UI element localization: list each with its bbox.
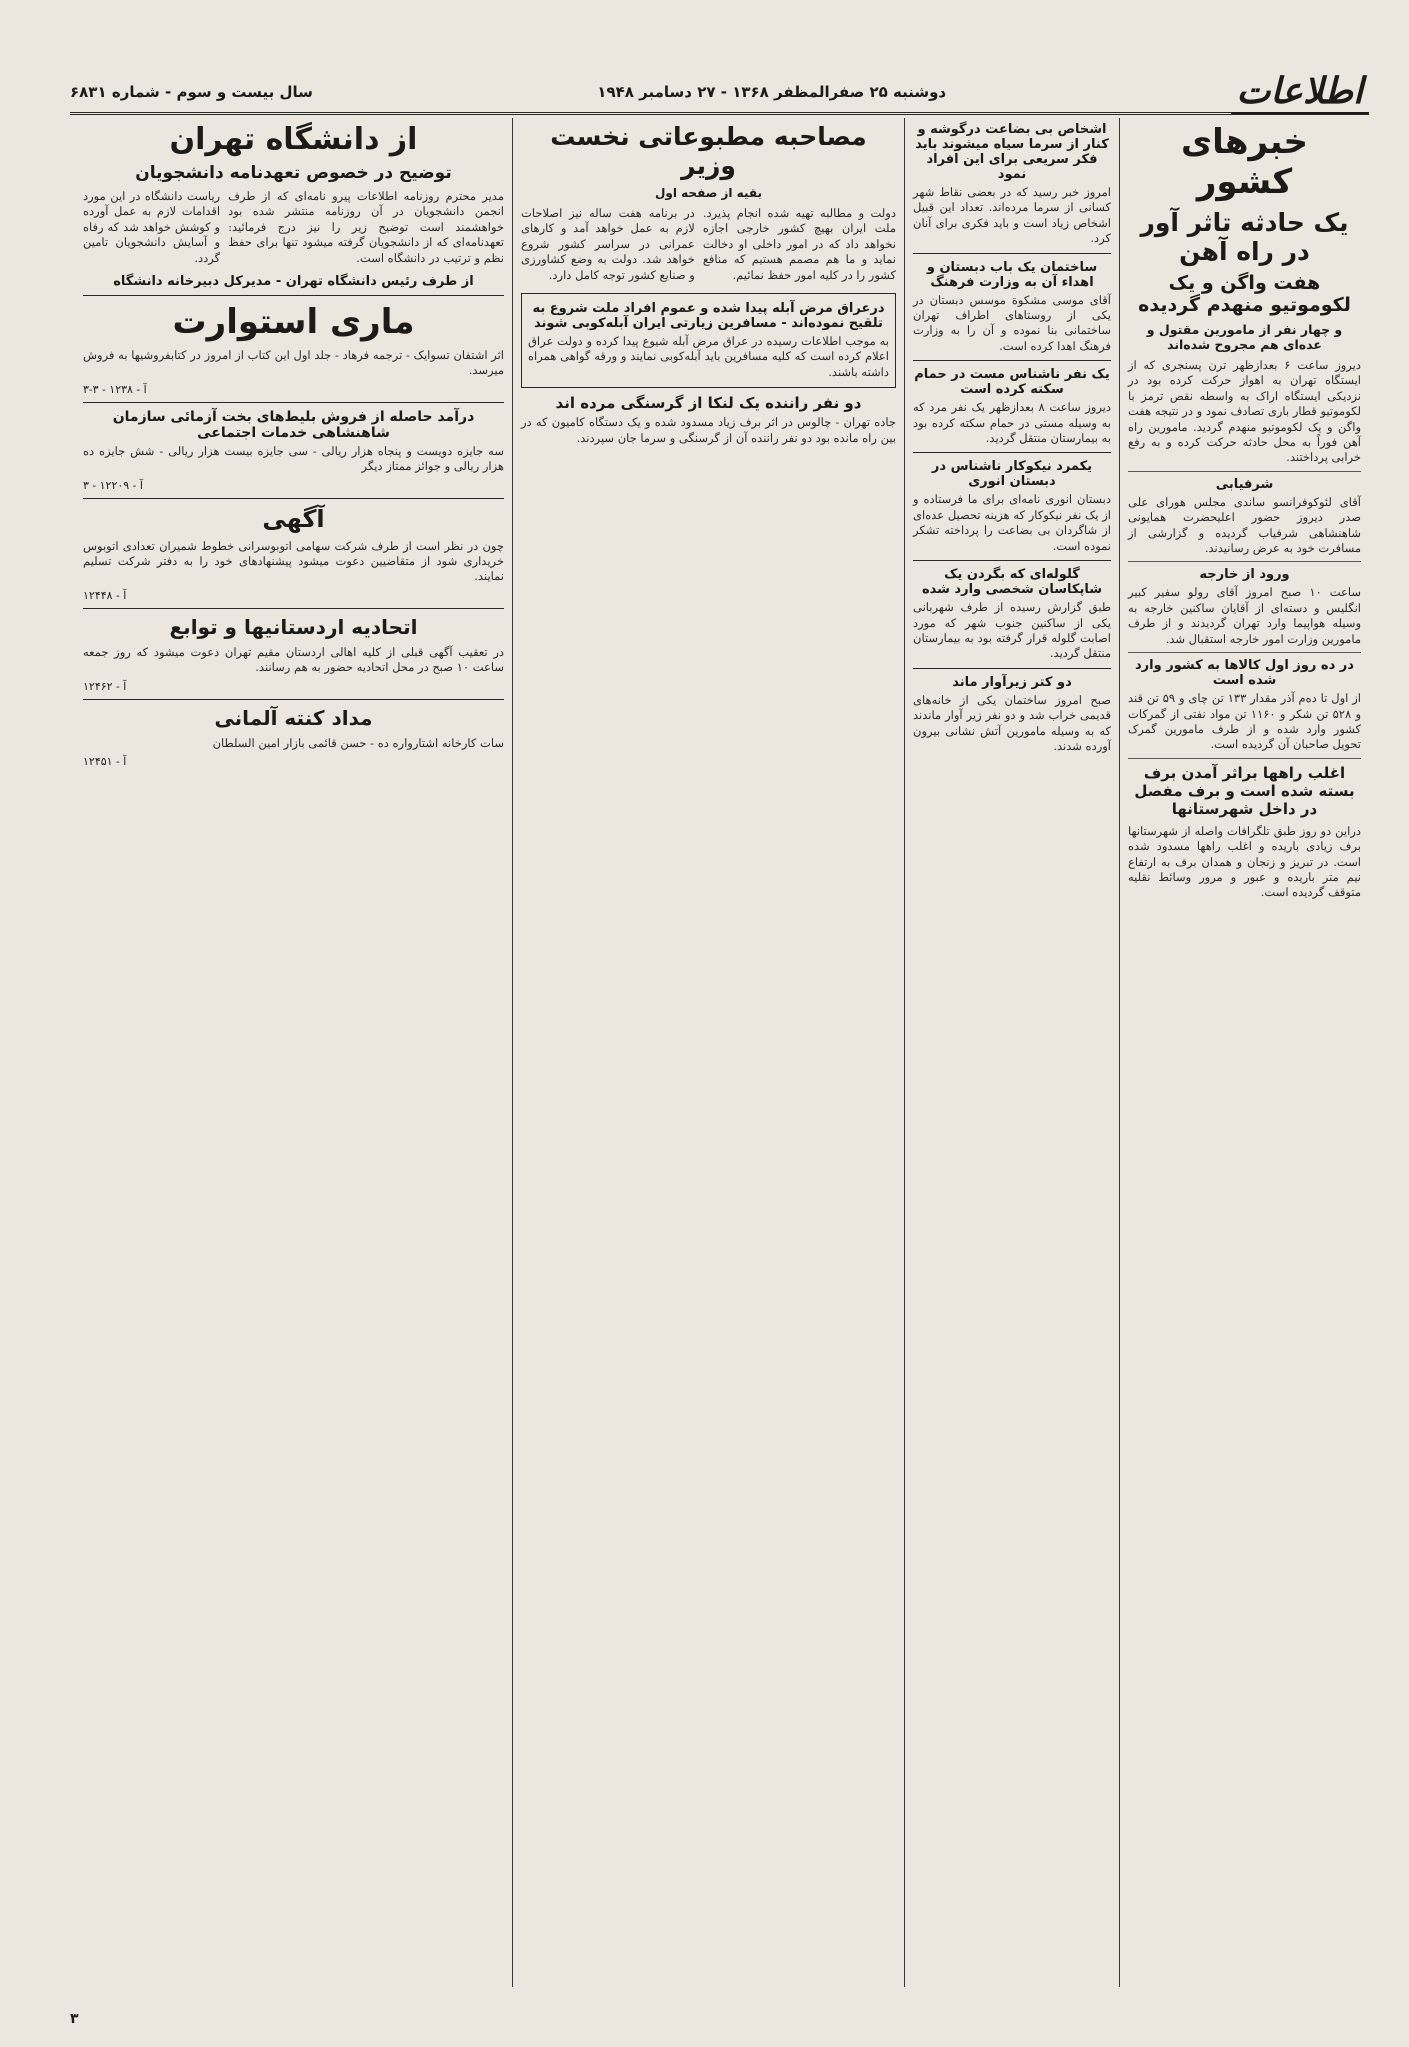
item5-title: گلوله‌ای که بگردن یک شاپکاسان شخصی وارد شده [921, 567, 1103, 598]
lead-kicker: و چهار نفر از مامورین مقتول و عده‌ای هم مجروح شده‌اند [1146, 322, 1343, 352]
smallpox-body: به موجب اطلاعات رسیده در عراق مرض آبله شیوع پیدا کرده و دولت عراق اعلام کرده است که کلیه مسافرین باید آبله‌کوبی نمایند و ورقه گواهی همراه داشته باشند. [528, 334, 889, 379]
ad-notice-title: آگهی [262, 504, 325, 533]
lead-headline: یک حادثه تاثر آور در راه آهن [1140, 208, 1349, 266]
column-prime-minister [512, 118, 904, 1987]
ad-mary-stuart-ref: آ - ۱۲۳۸ - ۳-۳ [83, 382, 147, 396]
pm-body-a: دولت و مطالبه تهیه شده انجام پذیرد. ملت ایران بهیچ کشور خارجی اجازه نخواهد داد که در امور داخلی او دخالت نماید و ما هم مصمم هستیم که منافع کشور را در کلیه امور حفظ نمائیم. [702, 206, 896, 282]
pm-kicker: بقیه از صفحه اول [654, 186, 762, 200]
item4-title: یکمرد نیکوکار ناشناس در دبستان انوری [931, 459, 1093, 490]
page-number: ۳ [70, 2011, 79, 2027]
university-body-a: مدیر محترم روزنامه اطلاعات پیرو نامه‌ای که از طرف انجمن دانشجویان در آن روزنامه منتشر شده بود خواهشمند است توضیح زیر را نیز درج فرمائید: تعهدنامه‌ای که از دانشجویان گرفته میشود تنها برای حفظ نظم و ترتیب در دانشگاه است. [228, 189, 504, 265]
notables-title: شرفیابی [1215, 476, 1274, 492]
university-sub: توضیح در خصوص تعهدنامه دانشجویان [135, 163, 452, 183]
item3-title: یک نفر ناشناس مست در حمام سکته کرده است [914, 367, 1110, 398]
ad-mary-stuart-title: ماری استوارت [172, 302, 415, 343]
ad-mary-stuart-body: اثر اشتفان تسوایک - ترجمه فرهاد - جلد اول این کتاب از امروز در کتابفروشیها به فروش میرسد. [83, 348, 504, 378]
ad-pencil-title: مداد کنته آلمانی [214, 705, 373, 730]
item2-body: آقای موسی مشکوة موسس دبستان در یکی از روستاهای اطراف تهران ساختمانی بنا نموده و آن را به وزارت فرهنگ اهدا کرده است. [913, 292, 1111, 353]
abroad-title: ورود از خارجه [1199, 567, 1290, 583]
imports-title: در ده روز اول کالاها به کشور وارد شده است [1135, 658, 1354, 689]
ad-ardestan-body: در تعقیب آگهی قبلی از کلیه اهالی اردستان مقیم تهران دعوت میشود که روز جمعه ساعت ۱۰ صبح در محل اتحادیه حضور به هم رسانند. [83, 644, 504, 675]
pm-headline: مصاحبه مطبوعاتی نخست وزیر [550, 122, 867, 180]
dateline: دوشنبه ۲۵ صفرالمظفر ۱۳۶۸ - ۲۷ دسامبر ۱۹۴۸ [597, 83, 947, 101]
item5-body: طبق گزارش رسیده از طرف شهربانی یکی از ساکنین جنوب شهر که مورد اصابت گلوله قرار گرفته بود به بیمارستان منتقل گردید. [913, 600, 1111, 661]
ad-lottery-title: درآمد حاصله از فروش بلیط‌های بخت آزمائی سازمان شاهنشاهی خدمات اجتماعی [112, 408, 475, 441]
ad-ardestan-ref: آ - ۱۲۴۶۲ [83, 679, 127, 693]
smallpox-title: درعراق مرض آبله پیدا شده و عموم افراد ملت شروع به تلقیح نموده‌اند - مسافرین زیارتی ایران آبله‌کوبی شوند [532, 301, 885, 332]
section-title: خبرهای کشور [1180, 122, 1309, 202]
imports-body: از اول تا ده‌م آذر مقدار ۱۳۳ تن چای و ۵۹ تن قند و ۵۲۸ تن شکر و ۱۱۶۰ تن مواد نفتی از گمرکات کشور وارد شده و از طرف مامورین گمرک تحویل صاحبان آن گردیده است. [1128, 691, 1361, 752]
column-university-ads [75, 118, 512, 1987]
university-sign: از طرف رئیس دانشگاه تهران - مدیرکل دبیرخانه دانشگاه [113, 274, 474, 290]
item6-body: صبح امروز ساختمان یکی از خانه‌های قدیمی خراب شد و دو نفر زیر آوار ماندند که به وسیله مامورین آتش نشانی بیرون آورده شدند. [913, 692, 1111, 753]
ad-notice-ref: آ - ۱۲۴۴۸ [83, 588, 127, 602]
drivers-title: دو نفر راننده یک لنکا از گرسنگی مرده اند [555, 394, 862, 413]
item4-body: دبستان انوری نامه‌ای برای ما فرستاده و از یک نفر نیکوکار که هزینه تحصیل عده‌ای از شاگردان بی بضاعت را پرداخته تشکر نموده است. [913, 492, 1111, 553]
ad-notice-body: چون در نظر است از طرف شرکت سهامی اتوبوسرانی خطوط شمیران تعدادی اتوبوس خریداری شود از متقاضیین دعوت میشود پیشنهادهای خود را به دفتر شرکت تسلیم نمایند. [83, 538, 504, 584]
item6-title: دو کتر زیرآوار ماند [952, 674, 1072, 690]
university-headline: از دانشگاه تهران [169, 122, 418, 157]
item1-body: امروز خبر رسید که در بعضی نقاط شهر کسانی از سرما مرده‌اند. تعداد این قبیل اشخاص زیاد است و باید فکری برای آنان کرد. [913, 185, 1111, 246]
ad-ardestan-title: اتحادیه اردستانیها و توابع [169, 614, 418, 639]
lead-subheadline: هفت واگن و یک لکوموتیو منهدم گردیده [1138, 272, 1351, 316]
notables-body: آقای لئوکوفرانسو ساندی مجلس هورای علی صدر دیروز حضور اعلیحضرت همایونی شاهنشاهی شرفیاب گردیده و گزارشی از مسافرت خود به عرض رسانیدند. [1128, 494, 1361, 556]
smallpox-box [521, 293, 896, 388]
roads-body: دراین دو روز طبق تلگرافات واصله از شهرستانها برف زیادی باریده و اغلب راهها مسدود شده است. در تبریز و زنجان و همدان برف به ارتفاع نیم متر باریده و عبور و مرور وسائط نقلیه متوقف گردیده است. [1128, 823, 1361, 900]
ad-pencil-body: سات کارخانه اشتارواره ده - حسن قائمی بازار امین السلطان [212, 735, 504, 750]
item3-body: دیروز ساعت ۸ بعدازظهر یک نفر مرد که به وسیله مستی در حمام سکته کرده بود به بیمارستان منتقل گردید. [913, 400, 1111, 446]
abroad-body: ساعت ۱۰ صبح امروز آقای رولو سفیر کبیر انگلیس و دسته‌ای از آقایان ساکنین خارجه به وسیله هواپیما وارد تهران گردیدند و از طرف مامورین وزارت امور خارجه استقبال شد. [1128, 585, 1361, 646]
roads-title: اغلب راهها براثر آمدن برف بسته شده است و برف مفصل در داخل شهرستانها [1134, 763, 1355, 818]
column-national-news [1119, 118, 1369, 1987]
ad-lottery-body: سه جایزه دویست و پنجاه هزار ریالی - سی جایزه بیست هزار ریالی - شش جایزه ده هزار ریالی و جوائز ممتاز دیگر [83, 443, 504, 474]
issue-line: سال بیست و سوم - شماره ۶۸۳۱ [70, 83, 313, 101]
pm-body-b: در برنامه هفت ساله نیز اصلاحات لازم به عمل خواهد آمد و کارهای عمرانی در سراسر کشور شروع خواهد شد. دولت به وضع کشاورزی و صنایع کشور توجه کامل دارد. [521, 206, 695, 282]
ad-pencil-ref: آ - ۱۲۴۵۱ [83, 755, 127, 769]
item1-title: اشخاص بی بضاعت درگوشه و کنار از سرما سیاه میشوند باید فکر سریعی برای این افراد نمود [915, 122, 1109, 182]
university-body-b: ریاست دانشگاه در این مورد اقدامات لازم به عمل آورده و کوشش خواهد شد که رفاه و آسایش دانشجویان تامین گردد. [83, 189, 221, 265]
newspaper-logo: اطلاعات [1231, 71, 1369, 114]
masthead [70, 72, 1369, 115]
ad-lottery-ref: آ - ۱۲۲۰۹ - ۳ [83, 478, 143, 492]
item2-title: ساختمان یک باب دبستان و اهداء آن به وزارت فرهنگ [926, 259, 1098, 290]
lead-body: دیروز ساعت ۶ بعدازظهر ترن پسنجری که از ایستگاه تهران به اهواز حرکت کرده بود در نزدیکی ایستگاه اراک به واسطه نقص ترمز با لکوموتیو قطار باری تصادف نمود و در نتیجه هفت واگن و یک لکوموتیو منهدم گردید. مامورین راه آهن فوراً به محل حادثه حرکت کرده و به رفع خرابی پرداختند. [1128, 358, 1361, 465]
drivers-body: جاده تهران - چالوس در اثر برف زیاد مسدود شده و یک دستگاه کامیون که در بین راه مانده بود دو نفر راننده آن از گرسنگی و سرما جان سپردند. [521, 415, 896, 445]
column-city-news [904, 118, 1119, 1987]
